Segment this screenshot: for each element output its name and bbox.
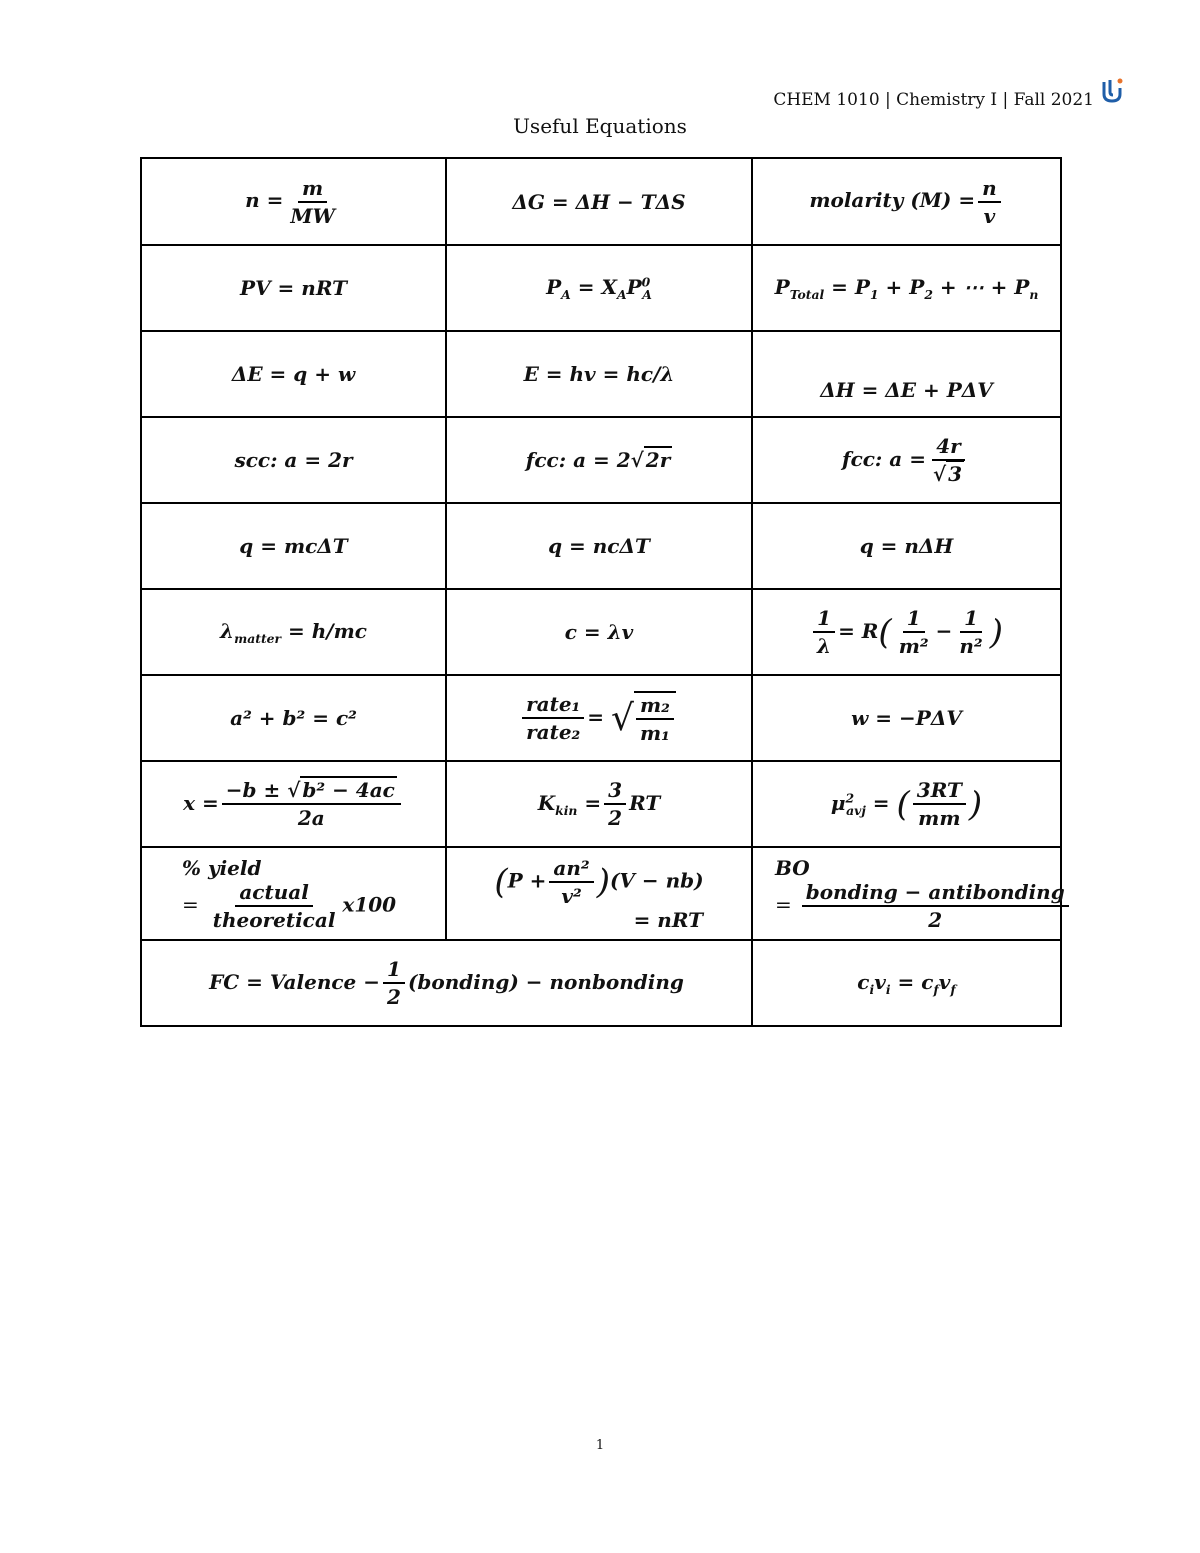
equation-rydberg: $\frac{1}{\lambda}$ = R( $\frac{1}{\text{m²}}$ − $\frac{1}{\text{n²}}$ ) — [752, 589, 1061, 675]
table-row — [141, 761, 1061, 847]
course-header: CHEM 1010 | Chemistry I | Fall 2021 — [773, 90, 1094, 110]
equation-kinetic-energy: $K_{kin}$ = $\frac{3}{2}$ RT — [446, 761, 752, 847]
equation-bond-order: BO = $\frac{\text{bonding − antibonding}}{2}$ — [752, 847, 1061, 940]
table-row — [141, 589, 1061, 675]
equation-de-broglie: $\lambda_{matter} = h/mc$ — [141, 589, 446, 675]
equation-photon-energy: E = hv = hc/λ — [446, 331, 752, 417]
equation-dalton: $P_{Total} = P_1 + P_2$ + ⋯ + $P_n$ — [752, 245, 1061, 331]
equation-enthalpy: ΔH = ΔE + PΔV — [752, 331, 1061, 417]
table-row — [141, 847, 1061, 940]
equation-moles: n = $\frac{m}{MW}$ — [141, 158, 446, 245]
equation-percent-yield: % yield = $\frac{\text{actual}}{\text{theoretical}}$ x100 — [141, 847, 446, 940]
table-row — [141, 503, 1061, 589]
table-row — [141, 675, 1061, 761]
equation-dilution: $c_iv_i = c_fv_f$ — [752, 940, 1061, 1026]
equation-heat-enthalpy: q = nΔH — [752, 503, 1061, 589]
equation-fcc-1: fcc: a = 2√ 2r — [446, 417, 752, 503]
page-number: 1 — [595, 1438, 605, 1453]
table-row — [141, 940, 1061, 1026]
table-row — [141, 331, 1061, 417]
equation-van-der-waals: (P + $\frac{\text{an²}}{\text{v²}}$ )(V − nb) = nRT — [446, 847, 752, 940]
equation-fcc-2: fcc: a = $\frac{4r}{√ 3}$ — [752, 417, 1061, 503]
equation-graham: $\frac{\text{rate₁}}{\text{rate₂}}$ = √ $\frac{\text{m₂}}{\text{m₁}}$ — [446, 675, 752, 761]
equations-table — [140, 157, 1065, 1027]
equation-pythagorean: a² + b² = c² — [141, 675, 446, 761]
equation-ideal-gas: PV = nRT — [141, 245, 446, 331]
equation-heat-moles: q = ncΔT — [446, 503, 752, 589]
equation-work: w = −PΔV — [752, 675, 1061, 761]
equation-scc: scc: a = 2r — [141, 417, 446, 503]
equation-rms-speed: $\mu^2_{avj}$ = ( $\frac{3RT}{mm}$ ) — [752, 761, 1061, 847]
equation-gibbs: ΔG = ΔH − TΔS — [446, 158, 752, 245]
equation-raoult: $P_A = X_AP^0_A$ — [446, 245, 752, 331]
equation-quadratic: x = $\frac{\text{−b ± √ b² − 4ac}}{2a}$ — [141, 761, 446, 847]
university-logo-icon — [1100, 76, 1126, 104]
equation-internal-energy: ΔE = q + w — [141, 331, 446, 417]
equation-formal-charge: FC = Valence − $\frac{1}{2}$ (bonding) − nonbonding — [141, 940, 752, 1026]
page-title: Useful Equations — [513, 114, 687, 138]
table-row — [141, 158, 1061, 245]
equation-wave-speed: c = λv — [446, 589, 752, 675]
equation-heat-mass: q = mcΔT — [141, 503, 446, 589]
equation-molarity: molarity (M) = $\frac{n}{v}$ — [752, 158, 1061, 245]
table-row — [141, 245, 1061, 331]
table-row — [141, 417, 1061, 503]
